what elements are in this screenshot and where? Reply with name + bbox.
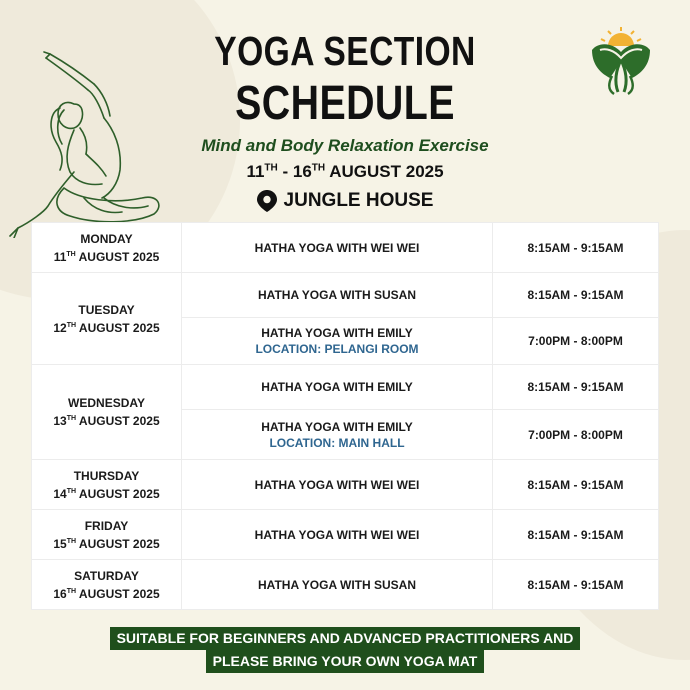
class-cell [182, 460, 493, 510]
class-cell [182, 318, 493, 365]
time-cell: 8:15AM - 9:15AM [493, 365, 659, 410]
class-name: HATHA YOGA WITH WEI WEI [254, 477, 420, 492]
table-row [32, 560, 659, 610]
class-name: HATHA YOGA WITH EMILY [261, 419, 413, 434]
date-separator: - [277, 162, 293, 181]
end-suffix: TH [311, 162, 326, 174]
time-cell: 8:15AM - 9:15AM [493, 510, 659, 560]
day-name: TUESDAY [78, 302, 135, 317]
day-cell [32, 273, 182, 365]
day-name: SATURDAY [74, 568, 139, 583]
date-number: 12 [53, 320, 67, 335]
date-month-year: AUGUST 2025 [76, 320, 160, 335]
table-row [32, 365, 659, 410]
class-name: HATHA YOGA WITH SUSAN [258, 577, 416, 592]
date-month-year: AUGUST 2025 [325, 162, 444, 181]
table-row [32, 223, 659, 273]
date-number: 13 [53, 414, 67, 428]
time-cell: 8:15AM - 9:15AM [493, 273, 659, 318]
day-name: MONDAY [80, 231, 133, 246]
date-number: 16 [53, 586, 67, 601]
class-name: HATHA YOGA WITH WEI WEI [254, 527, 420, 542]
date-month-year: AUGUST 2025 [76, 536, 160, 551]
title-line-1: YOGA SECTION [214, 28, 476, 74]
date-suffix: TH [66, 321, 77, 329]
date-month-year: AUGUST 2025 [76, 486, 160, 501]
time-cell: 7:00PM - 8:00PM [493, 410, 659, 460]
class-cell [182, 560, 493, 610]
footer-line-1: SUITABLE FOR BEGINNERS AND ADVANCED PRACTITIONERS AND [110, 627, 581, 650]
class-name: HATHA YOGA WITH WEI WEI [254, 240, 420, 255]
date-suffix: TH [66, 487, 77, 495]
table-row [32, 510, 659, 560]
class-cell [182, 223, 493, 273]
subtitle: Mind and Body Relaxation Exercise [201, 136, 489, 155]
day-cell [32, 510, 182, 560]
day-cell [32, 365, 182, 460]
schedule-table [31, 222, 659, 610]
class-name: HATHA YOGA WITH EMILY [261, 326, 413, 340]
date-month-year: AUGUST 2025 [76, 414, 160, 428]
day-name: THURSDAY [73, 468, 140, 483]
date-suffix: TH [66, 537, 77, 545]
class-name: HATHA YOGA WITH SUSAN [258, 288, 416, 302]
start-suffix: TH [264, 162, 278, 174]
end-day: 16 [292, 162, 312, 181]
footer-note [0, 627, 690, 673]
venue [0, 190, 690, 212]
day-cell [32, 223, 182, 273]
date-suffix: TH [66, 415, 77, 422]
location-pin-icon [257, 190, 277, 212]
table-row [32, 460, 659, 510]
class-cell [182, 410, 493, 460]
footer-line-2: PLEASE BRING YOUR OWN YOGA MAT [206, 650, 485, 673]
start-day: 11 [246, 162, 265, 181]
venue-label: JUNGLE HOUSE [283, 190, 434, 211]
time-cell: 8:15AM - 9:15AM [493, 460, 659, 510]
class-location: LOCATION: MAIN HALL [269, 435, 405, 450]
table-row [32, 273, 659, 318]
title-line-2: SCHEDULE [235, 77, 455, 130]
day-name: WEDNESDAY [68, 396, 145, 410]
day-cell [32, 460, 182, 510]
day-cell [32, 560, 182, 610]
event-dates [0, 162, 690, 182]
date-number: 14 [53, 486, 67, 501]
time-cell: 8:15AM - 9:15AM [493, 560, 659, 610]
date-month-year: AUGUST 2025 [75, 249, 160, 264]
class-cell [182, 273, 493, 318]
time-cell: 8:15AM - 9:15AM [493, 223, 659, 273]
date-suffix: TH [66, 250, 76, 258]
date-number: 15 [53, 536, 67, 551]
class-location: LOCATION: PELANGI ROOM [255, 342, 419, 356]
date-number: 11 [53, 249, 67, 264]
class-cell [182, 365, 493, 410]
day-name: FRIDAY [84, 518, 129, 533]
class-name: HATHA YOGA WITH EMILY [261, 380, 413, 394]
class-cell [182, 510, 493, 560]
time-cell: 7:00PM - 8:00PM [493, 318, 659, 365]
date-month-year: AUGUST 2025 [76, 586, 160, 601]
date-suffix: TH [66, 587, 77, 595]
